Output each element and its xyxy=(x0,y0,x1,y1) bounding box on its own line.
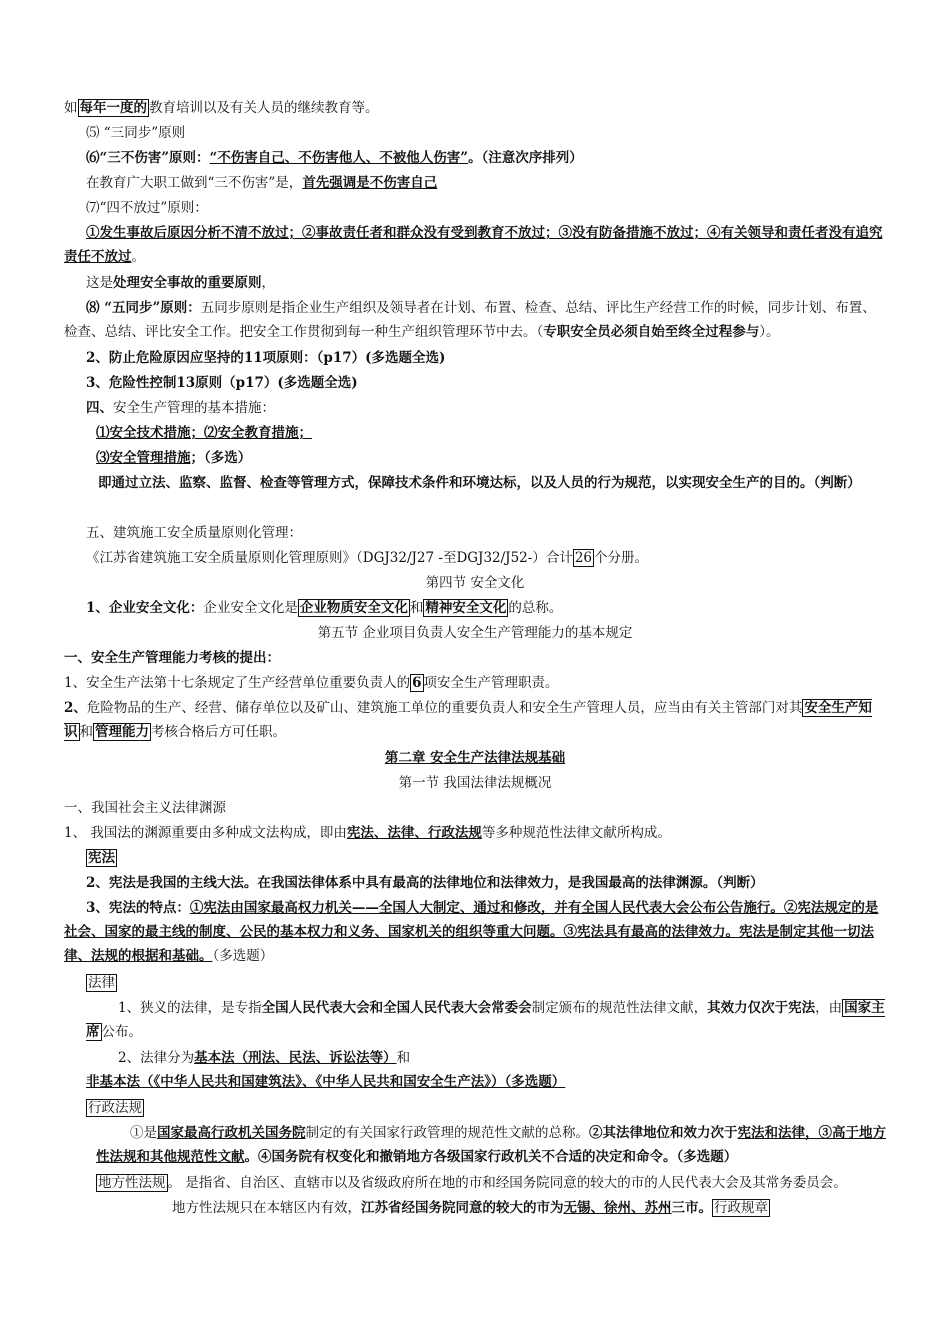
section-1-title: 第一节 我国法律法规概况 xyxy=(398,775,552,791)
line-narrow-law: 1、狭义的法律，是专指全国人民代表大会和全国人民代表大会常委会制定颁布的规范性法律文献，其效力仅次于宪法，由 国家主席 公布。 xyxy=(86,1000,885,1040)
line-constitution-features: 3、宪法的特点：①宪法由国家最高权力机关——全国人大制定、通过和修改，并有全国人民代表大会公布公告施行。②宪法规定的是社会、国家的最主线的制度、公民的基本权力和义务、国家机关的组织等重大问题。③宪法具有最高的法律效力。宪法是制定其他一切法律、法规的根据和基础。（多选题） xyxy=(64,900,879,964)
line-quality-mgmt: 五、建筑施工安全质量原则化管理： xyxy=(86,525,302,541)
section-5-title: 第五节 企业项目负责人安全生产管理能力的基本规定 xyxy=(317,625,633,641)
line-four-no-pass-detail: ①发生事故后原因分析不清不放过；②事故责任者和群众没有受到教育不放过；③没有防备措施不放过；④有关领导和责任者没有追究责任不放过。 xyxy=(64,225,883,265)
line-no-harm-self: 在教育广大职工做到“三不伤害”是，首先强调是不伤害自己 xyxy=(86,175,438,191)
line-admin-regulations: ①是国家最高行政机关国务院制定的有关国家行政管理的规范性文献的总称。②其法律地位和效力次于宪法和法律，③高于地方性法规和其他规范性文献。④国务院有权变化和撤销地方各级国家行政机关不合适的决定和命令。（多选题） xyxy=(96,1125,886,1165)
line-four-no-pass: ⑺“四不放过”原则： xyxy=(86,200,208,216)
line-basic-measures: 四、安全生产管理的基本措施： xyxy=(86,400,275,416)
line-measures-explain: 即通过立法、监察、监督、检查等管理方式，保障技术条件和环境达标，以及人员的行为规范，以实现安全生产的目的。（判断） xyxy=(98,475,861,491)
line-legal-sources: 一、我国社会主义法律渊源 xyxy=(64,800,226,816)
line-local-regulations: 地方性法规 。 是指省、自治区、直辖市以及省级政府所在地的市和经国务院同意的较大的市的人民代表大会及其常务委员会。 xyxy=(98,1175,847,1191)
line-education: 如 每年一度的 教育培训以及有关人员的继续教育等。 xyxy=(64,100,379,116)
line-five-sync: ⑻ “五同步”原则：五同步原则是指企业生产组织及领导者在计划、布置、检查、总结、评比生产经营工作的时候，同步计划、布置、检查、总结、评比安全工作。把安全工作贯彻到每一种生产组织管理环节中去。（专职安全员必须自始至终全过程参与）。 xyxy=(64,300,876,340)
line-article-17: 1、安全生产法第十七条规定了生产经营单位重要负责人的 6 项安全生产管理职责。 xyxy=(64,675,559,691)
line-assessment-heading: 一、安全生产管理能力考核的提出： xyxy=(64,650,280,666)
line-law-types: 2、法律分为基本法（刑法、民法、诉讼法等）和非基本法（《中华人民共和国建筑法》、《中华人民共和国安全生产法》）（多选题） xyxy=(86,1050,566,1090)
line-principle-note: 这是处理安全事故的重要原则， xyxy=(86,275,275,291)
line-13-principles: 3、危险性控制13原则（p17）(多选题全选) xyxy=(86,375,358,391)
heading-constitution: 宪法 xyxy=(88,850,115,866)
heading-law: 法律 xyxy=(88,975,115,991)
line-jiangsu-standard: 《江苏省建筑施工安全质量原则化管理原则》（DGJ32/J27 -至DGJ32/J52-）合计 26 个分册。 xyxy=(86,550,649,566)
line-measures-1-2: ⑴安全技术措施；⑵安全教育措施； xyxy=(96,425,312,441)
line-constitution-fundamental: 2、宪法是我国的主线大法。在我国法律体系中具有最高的法律地位和法律效力，是我国最高的法律渊源。（判断） xyxy=(86,875,764,891)
line-11-principles: 2、防止危险原因应坚持的11项原则：（p17）(多选题全选) xyxy=(86,350,446,366)
line-written-law: 1、 我国法的渊源重要由多种成文法构成，即由宪法、法律、行政法规等多种规范性法律文献所构成。 xyxy=(64,825,671,841)
chapter-2-title: 第二章 安全生产法律法规基础 xyxy=(384,750,566,766)
line-three-sync: ⑸ “三同步”原则 xyxy=(86,125,186,141)
line-local-regulations-scope: 地方性法规只在本辖区内有效，江苏省经国务院同意的较大的市为无锡、徐州、苏州三市。 行政规章 xyxy=(172,1200,768,1216)
heading-admin-regulations: 行政法规 xyxy=(88,1100,142,1116)
line-three-no-harm: ⑹“三不伤害”原则：“不伤害自己、不伤害他人、不被他人伤害”。（注意次序排列） xyxy=(86,150,583,166)
section-4-title: 第四节 安全文化 xyxy=(425,575,525,591)
line-safety-culture: 1、企业安全文化：企业安全文化是 企业物质安全文化 和 精神安全文化 的总称。 xyxy=(86,600,563,616)
line-dangerous-goods: 2、危险物品的生产、经营、储存单位以及矿山、建筑施工单位的重要负责人和安全生产管理人员，应当由有关主管部门对其 安全生产知识 和 管理能力 考核合格后方可任职。 xyxy=(64,700,872,740)
line-measures-3: ⑶安全管理措施；（多选） xyxy=(96,450,252,466)
